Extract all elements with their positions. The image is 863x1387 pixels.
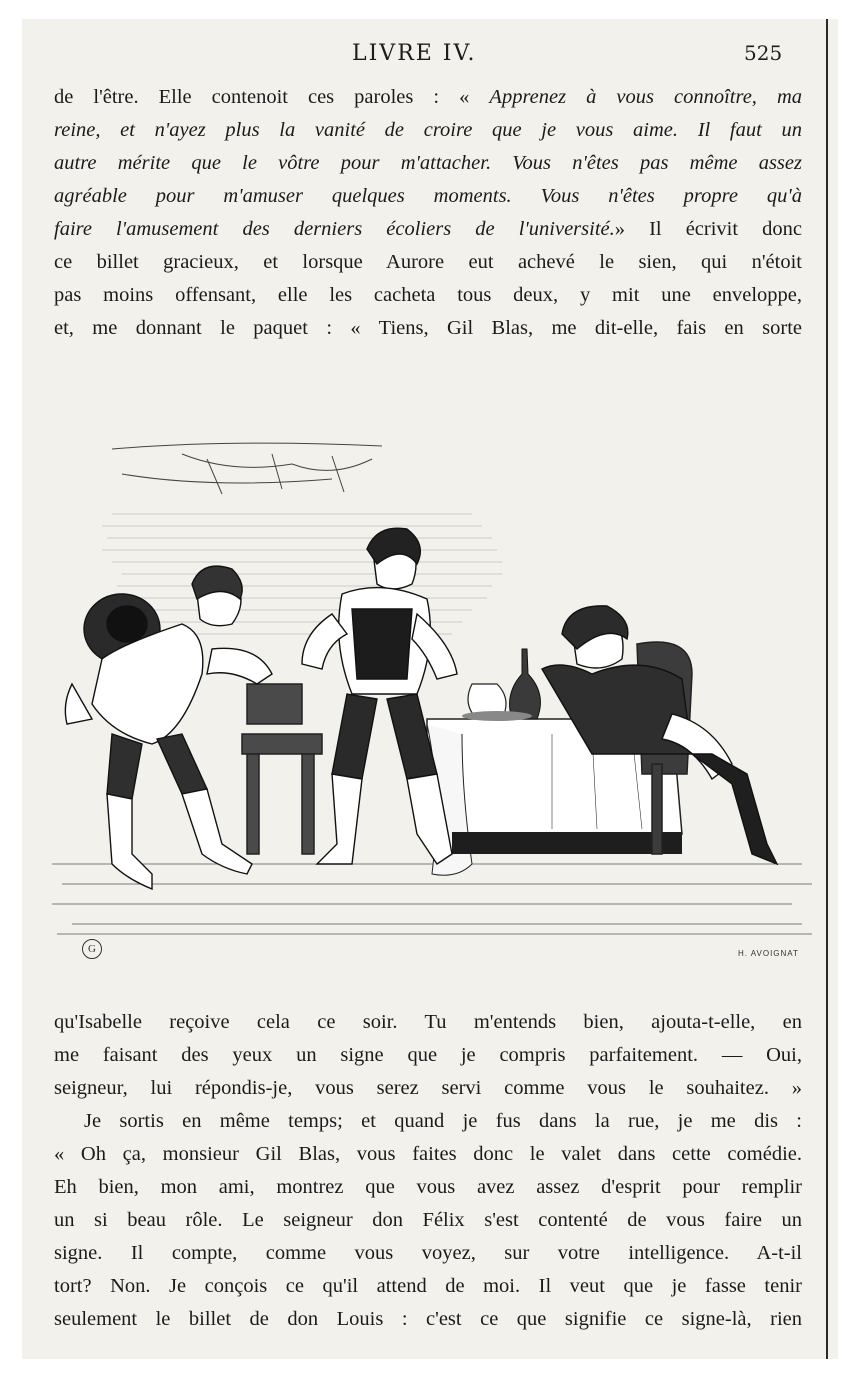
text-line: faire l'amusement des derniers écoliers de l'université.» Il écrivit donc (54, 218, 802, 240)
text-line: pas moins offensant, elle les cacheta tous deux, y mit une enveloppe, (54, 284, 802, 306)
text-line: qu'Isabelle reçoive cela ce soir. Tu m'entends bien, ajouta-t-elle, en (54, 1011, 802, 1033)
text-line: me faisant des yeux un signe que je compris parfaitement. — Oui, (54, 1044, 802, 1066)
engraver-monogram: G (82, 939, 102, 959)
artist-signature: H. AVOIGNAT (738, 949, 799, 958)
text-line: « Oh ça, monsieur Gil Blas, vous faites donc le valet dans cette comédie. (54, 1143, 802, 1165)
text-line: tort? Non. Je conçois ce qu'il attend de moi. Il veut que je fasse tenir (54, 1275, 802, 1297)
text-line: signe. Il compte, comme vous voyez, sur votre intelligence. A-t-il (54, 1242, 802, 1264)
text-line: seulement le billet de don Louis : c'est ce que signifie ce signe-là, rien (54, 1308, 802, 1330)
book-page (22, 19, 838, 1359)
text-line: autre mérite que le vôtre pour m'attacher. Vous n'êtes pas même assez (54, 152, 802, 174)
engraving-scene-icon (32, 434, 822, 974)
text-line: un si beau rôle. Le seigneur don Félix s'est contenté de vous faire un (54, 1209, 802, 1231)
page-number: 525 (744, 41, 783, 65)
text-line: Je sortis en même temps; et quand je fus dans la rue, je me dis : (84, 1110, 802, 1132)
running-header (22, 41, 838, 71)
text-line: et, me donnant le paquet : « Tiens, Gil Blas, me dit-elle, fais en sorte (54, 317, 802, 339)
bottom-paragraph (54, 1006, 802, 1336)
text-line: agréable pour m'amuser quelques moments. Vous n'êtes propre qu'à (54, 185, 802, 207)
top-paragraph (54, 81, 802, 345)
text-line: de l'être. Elle contenoit ces paroles : « Apprenez à vous connoître, ma (54, 86, 803, 108)
text-line: reine, et n'ayez plus la vanité de croire que je vous aime. Il faut un (54, 119, 802, 141)
text-line: Eh bien, mon ami, montrez que vous avez assez d'esprit pour remplir (54, 1176, 802, 1198)
page-edge-rule (826, 19, 828, 1359)
text-line: seigneur, lui répondis-je, vous serez servi comme vous le souhaitez. » (54, 1077, 802, 1099)
chapter-title: LIVRE IV. (352, 41, 477, 66)
engraving-illustration (32, 434, 822, 974)
text-line: ce billet gracieux, et lorsque Aurore eut achevé le sien, qui n'étoit (54, 251, 802, 273)
